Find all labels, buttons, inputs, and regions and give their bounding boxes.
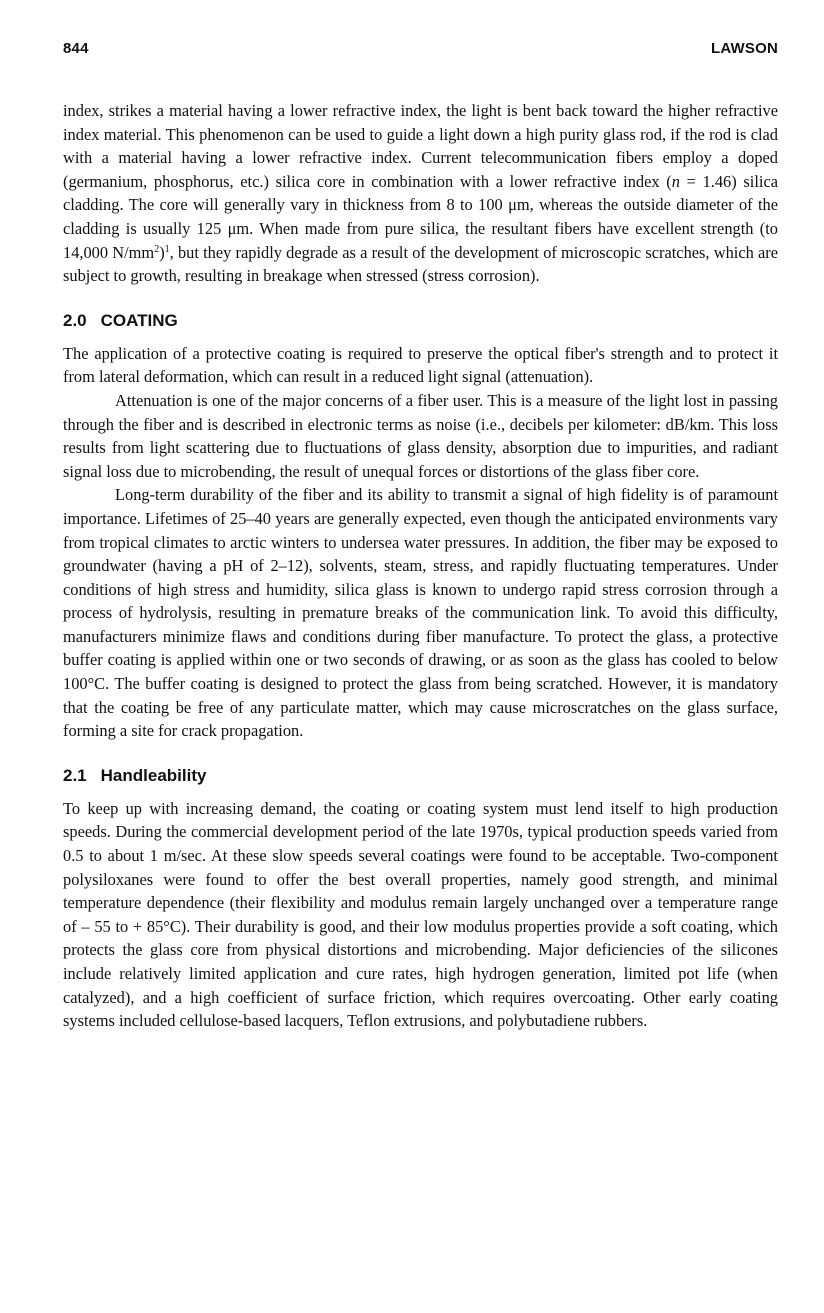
section-number: 2.0: [63, 310, 87, 330]
running-head-author: LAWSON: [710, 40, 778, 57]
page: [63, 40, 778, 1033]
subsection-number: 2.1: [63, 765, 87, 785]
section-heading-handleability: [63, 765, 778, 787]
subsection-title: Handleability: [100, 765, 207, 785]
intro-text-2: = 1.46) silica cladding. The core will generally vary in thickness from 8 to 100 μm, whereas the outside diameter of the cladding is usually 125 μm. When made from pure silica, the resultant fibers have excellent strength (to 14,000 N/mm: [63, 171, 778, 262]
intro-text-4: , but they rapidly degrade as a result of the development of microscopic scratches, which are subject to growth, resulting in breakage when stressed (stress corrosion).: [63, 242, 779, 286]
intro-text-1: index, strikes a material having a lower refractive index, the light is bent back toward the higher refractive index material. This phenomenon can be used to guide a light down a high purity glass rod, if the rod is clad with a material having a lower refractive index. Current telecommunication fibers employ a doped (germanium, phosphorus, etc.) silica core in combination with a lower refractive index (: [63, 101, 778, 191]
reference-superscript-1: 1: [164, 243, 170, 255]
refractive-index-symbol: n: [671, 171, 680, 191]
section-heading-coating: [63, 310, 778, 332]
intro-paragraph: [63, 99, 778, 288]
body-text: [63, 99, 778, 1033]
section-title: COATING: [100, 310, 178, 330]
superscript-2: 2: [154, 243, 160, 255]
coating-paragraph-2: Attenuation is one of the major concerns of a fiber user. This is a measure of the light lost in passing through the fiber and is described in electronic terms as noise (i.e., decibels per kilometer: dB/km. This loss results from light scattering due to fluctuations of glass density, absorption due to impurities, and radiant signal loss due to microbending, the result of unequal forces or distortions of the glass fiber core.: [63, 390, 778, 481]
intro-text-3: ): [159, 242, 165, 262]
page-number: 844: [63, 40, 89, 57]
running-head: [63, 40, 778, 57]
coating-paragraph-3: Long-term durability of the fiber and its ability to transmit a signal of high fidelity is of paramount importance. Lifetimes of 25–40 years are generally expected, even though the anticipated environments vary from tropical climates to arctic winters to undersea water pressures. In addition, the fiber may be exposed to groundwater (having a pH of 2–12), solvents, steam, stress, and rapidly fluctuating temperatures. Under conditions of high stress and humidity, silica glass is known to undergo rapid stress corrosion through a process of hydrolysis, resulting in premature breaks of the communication link. To avoid this difficulty, manufacturers minimize flaws and conditions during fiber manufacture. To protect the glass, a protective buffer coating is applied within one or two seconds of drawing, or as soon as the glass has cooled to below 100°C. The buffer coating is designed to protect the glass from being scratched. However, it is mandatory that the coating be free of any particulate matter, which may cause microscratches on the glass surface, forming a site for crack propagation.: [63, 485, 778, 741]
handleability-paragraph: To keep up with increasing demand, the coating or coating system must lend itself to high production speeds. During the commercial development period of the late 1970s, typical production speeds varied from 0.5 to about 1 m/sec. At these slow speeds several coatings were found to be acceptable. Two-component polysiloxanes were found to offer the best overall properties, namely good strength, and minimal temperature dependence (their flexibility and modulus remain largely unchanged over a temperature range of – 55 to + 85°C). Their durability is good, and their low modulus properties provide a soft coating, which protects the glass core from physical distortions and microbending. Major deficiencies of the silicones include relatively limited application and cure rates, high hydrogen generation, limited pot life (when catalyzed), and a high coefficient of surface friction, which requires overcoating. Other early coating systems included cellulose-based lacquers, Teflon extrusions, and polybutadiene rubbers.: [63, 798, 778, 1031]
coating-paragraph-1: The application of a protective coating is required to preserve the optical fiber's strength and to protect it from lateral deformation, which can result in a reduced light signal (attenuation).: [63, 343, 778, 387]
